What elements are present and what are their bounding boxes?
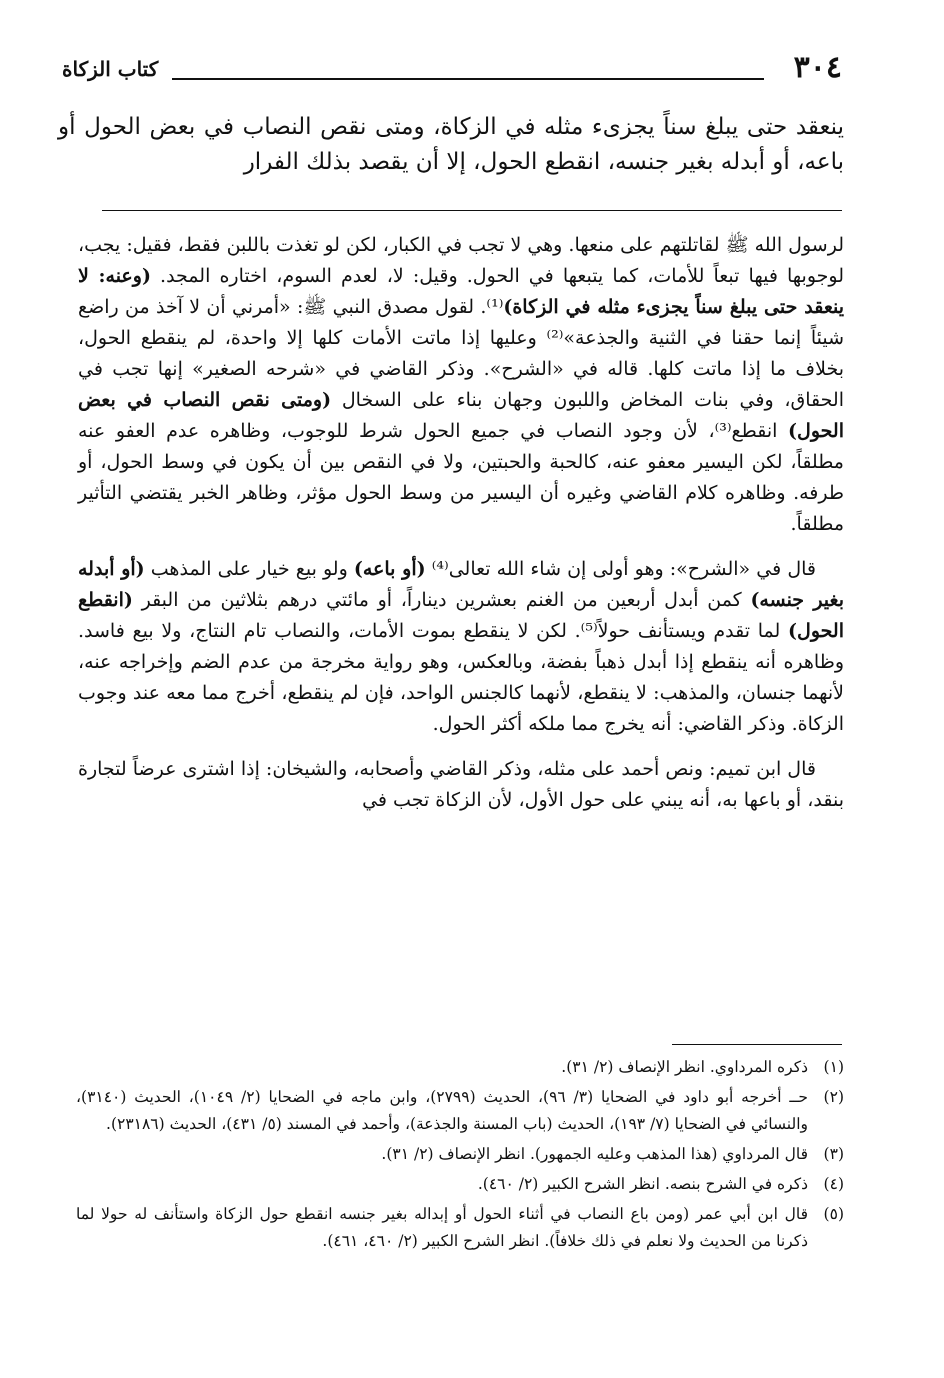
footnote-number: (٤) [823,1175,844,1193]
footnote-number: (٣) [823,1145,844,1163]
footnote-text: قال ابن أبي عمر (ومن باع النصاب في أثناء الحول أو إبداله بغير جنسه انقطع حول الزكاة واستأنف له حولا لما ذكرنا من الحديث ولا نعلم في ذلك خلافاً). انظر الشرح الكبير (٢/ ٤٦٠، ٤٦١). [76,1205,808,1250]
matn-quote: (أو باعه) [353,558,426,580]
footnote-separator-rule [672,1044,842,1045]
commentary-paragraph-1 [78,230,844,540]
commentary-paragraph-2 [78,554,844,740]
matn-quote: (ومتى نقص النصاب في بعض الحول) [78,389,844,442]
footnote-number: (١) [823,1058,844,1076]
matn-quote: (وعنه: لا ينعقد حتى يبلغ سناً يجزىء مثله في الزكاة) [78,265,845,318]
commentary-text: كمن أبدل أربعين من الغنم بعشرين ديناراً، أو مائتي درهم بثلاثين من البقر [132,589,751,611]
page-header [62,50,842,90]
commentary-text: ⁽¹⁾. لقول مصدق النبي ﷺ: «أمرني أن لا آخذ من راضع شيئاً إنما حقنا في الثنية والجذعة»⁽²⁾ وعليها إذا ماتت الأمات كلها إلا واحدة، لم ينقطع الحول، بخلاف ما إذا ماتت كلها. قاله في «الشرح». وذكر القاضي في «شرحه الصغير» إنها تجب في الحقاق، وفي بنات المخاض واللبون وجهان بناء على السخال [78,296,845,411]
footnote-text: حــ أخرجه أبو داود في الضحايا (٣/ ٩٦)، الحديث (٢٧٩٩)، وابن ماجه في الضحايا (٢/ ١٠٤٩)، الحديث (٣١٤٠)، والنسائي في الضحايا (٧/ ١٩٣)، الحديث (باب المسنة والجذعة)، وأحمد في المسند (٥/ ٤٣١)، الحديث (٢٣١٨٦). [76,1088,808,1133]
footnote-2 [76,1084,844,1138]
footnote-text: قال المرداوي (هذا المذهب وعليه الجمهور). انظر الإنصاف (٢/ ٣١). [381,1145,808,1163]
footnote-text: ذكره المرداوي. انظر الإنصاف (٢/ ٣١). [561,1058,808,1076]
footnote-number: (٢) [823,1088,844,1106]
commentary-text: انقطع⁽³⁾، لأن وجود النصاب في جميع الحول شرط للوجوب، وظاهره عدم العفو عنه مطلقاً، لكن اليسير معفو عنه، كالحبة والحبتين، ولا في النقص بين أن يكون في وسط الحول، أو طرفه. وظاهره كلام القاضي وغيره أن اليسير من وسط الحول مؤثر، وظاهر الخبر يقتضي التأثير مطلقاً. [78,420,844,535]
chapter-title: كتاب الزكاة [62,57,159,81]
commentary-text: لما تقدم ويستأنف حولاً⁽⁵⁾. لكن لا ينقطع بموت الأمات، والنصاب تام النتاج، ولا بيع فاسد. وظاهره أنه ينقطع إذا أبدل ذهباً بفضة، وبالعكس، وهو رواية مخرجة من عدم الضم وإخراجه عنه، لأنهما جنسان، والمذهب: لا ينقطع، لأنهما كالجنس الواحد، فإن لم ينقطع، أخرج مما معه عند وجوب الزكاة. وذكر القاضي: أنه يخرج مما ملكه أكثر الحول. [78,620,844,735]
page-number: ٣٠٤ [793,50,842,85]
commentary-text: ولو بيع خيار على المذهب [144,558,354,580]
matn-quote: (انقطع الحول) [78,589,844,642]
commentary-block [78,230,844,816]
matn-text-block [58,110,844,180]
footnote-4 [76,1171,844,1198]
footnote-3 [76,1141,844,1168]
matn-quote: (أو أبدله بغير جنسه) [78,558,844,611]
footnote-text: ذكره في الشرح بنصه. انظر الشرح الكبير (٢/ ٤٦٠). [477,1175,808,1193]
footnote-5 [76,1201,844,1255]
matn-paragraph: ينعقد حتى يبلغ سناً يجزىء مثله في الزكاة، ومتى نقص النصاب في بعض الحول أو باعه، أو أبدله بغير جنسه، انقطع الحول، إلا أن يقصد بذلك الفرار [58,114,844,175]
header-rule [172,78,764,80]
footnote-1 [76,1054,844,1081]
footnote-number: (٥) [823,1205,844,1223]
footnotes [76,1054,844,1258]
matn-separator-rule [102,210,842,211]
commentary-paragraph-3: قال ابن تميم: ونص أحمد على مثله، وذكر القاضي وأصحابه، والشيخان: إذا اشترى عرضاً لتجارة بنقد، أو باعها به، أنه يبني على حول الأول، لأن الزكاة تجب في [78,758,844,811]
commentary-text: قال في «الشرح»: وهو أولى إن شاء الله تعالى⁽⁴⁾ [425,558,817,580]
commentary-text: لرسول الله ﷺ لقاتلتهم على منعها. وهي لا تجب في الكبار، لكن لو تغذت باللبن فقط، فقيل: يجب، لوجوبها فيها تبعاً للأمات، كما يتبعها في الحول. وقيل: لا، لعدم السوم، اختاره المجد. [78,234,844,287]
